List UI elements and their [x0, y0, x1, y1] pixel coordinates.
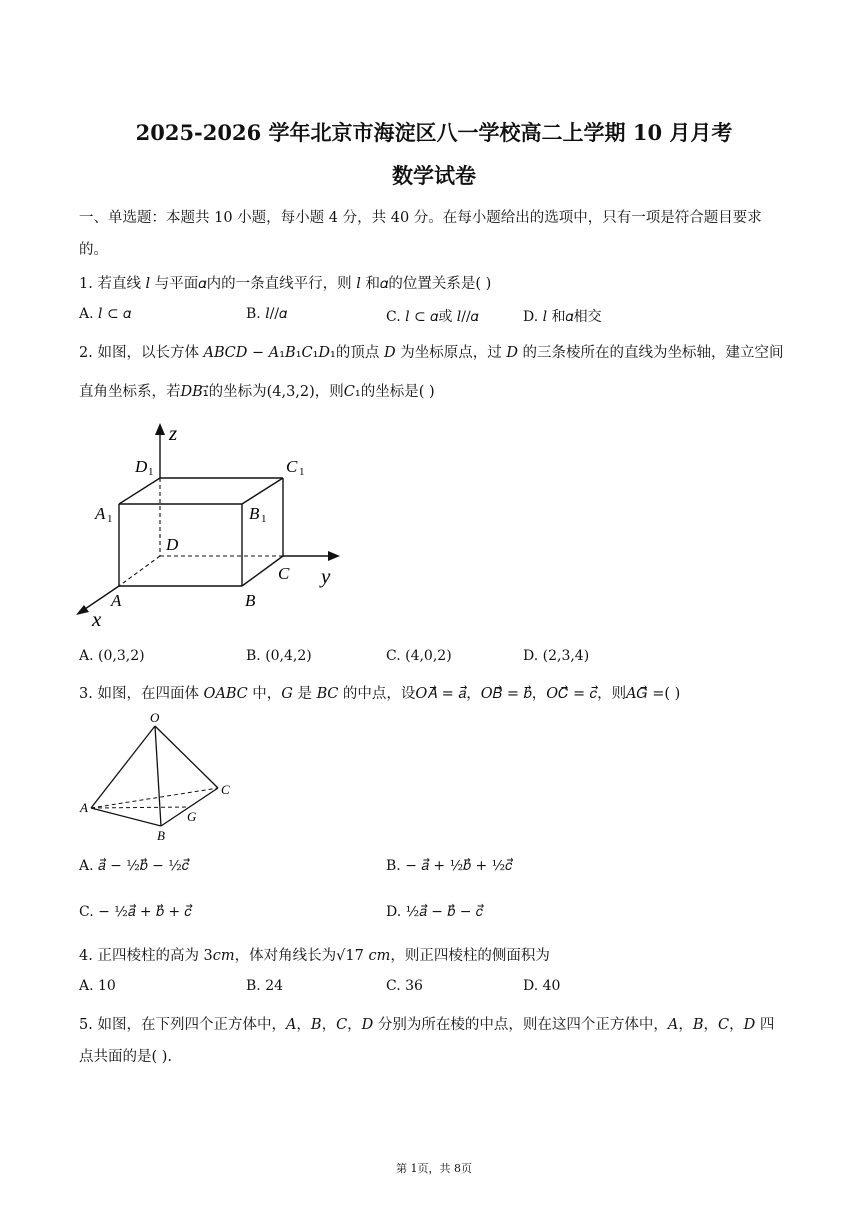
cuboid-figure: [70, 415, 370, 635]
vertex-c1-subscript: 1: [299, 466, 305, 478]
z-axis-label: z: [169, 421, 178, 445]
section-heading-cont: 的。: [79, 242, 108, 258]
question-2-stem-line1: 2. 如图，以长方体 𝐴𝐵𝐶𝐷 − 𝐴₁𝐵₁𝐶₁𝐷₁的顶点 𝐷 为坐标原点，过 𝐷 的三条棱所在的直线为坐标轴，建立空间: [79, 345, 784, 361]
vertex-a-label: A: [111, 591, 122, 610]
vertex-d1-label: D: [135, 457, 148, 476]
section-heading: 一、单选题：本题共 10 小题，每小题 4 分，共 40 分。在每小题给出的选项中，只有一项是符合题目要求: [79, 210, 762, 226]
tetrahedron-figure: [76, 708, 246, 846]
q3-option-a: A. 𝑎⃗ − ½𝑏⃗ − ½𝑐⃗: [79, 858, 189, 874]
question-5-stem-line1: 5. 如图，在下列四个正方体中，𝐴，𝐵，𝐶，𝐷 分别为所在棱的中点，则在这四个正方体中，𝐴，𝐵，𝐶，𝐷 四: [79, 1017, 775, 1033]
question-2-stem-line2: 直角坐标系，若𝐷𝐵₁⃗的坐标为(4,3,2)，则𝐶₁的坐标是( ): [79, 384, 435, 400]
q1-option-c: C. 𝑙 ⊂ 𝛼或 𝑙//𝛼: [386, 309, 479, 325]
q4-option-c: C. 36: [386, 978, 423, 994]
question-5-stem-line2: 点共面的是( ).: [79, 1049, 173, 1065]
midpoint-g-label: G: [187, 809, 197, 824]
vertex-c-label: C: [221, 782, 230, 797]
vertex-o-label: O: [150, 710, 160, 725]
q4-option-b: B. 24: [246, 978, 284, 994]
exam-subtitle: 数学试卷: [392, 163, 476, 188]
vertex-b1-label: B: [249, 504, 260, 523]
q4-option-a: A. 10: [79, 978, 116, 994]
vertex-b1-subscript: 1: [261, 513, 267, 525]
q2-option-b: B. (0,4,2): [246, 648, 312, 664]
q2-option-c: C. (4,0,2): [386, 648, 452, 664]
question-1-stem: 1. 若直线 𝑙 与平面𝛼内的一条直线平行，则 𝑙 和𝛼的位置关系是( ): [79, 276, 492, 292]
q2-option-a: A. (0,3,2): [79, 648, 145, 664]
vertex-b-label: B: [157, 828, 165, 843]
q4-option-d: D. 40: [523, 978, 561, 994]
q3-option-c: C. − ½𝑎⃗ + 𝑏⃗ + 𝑐⃗: [79, 904, 192, 920]
page-footer: 第 1页，共 8页: [396, 1162, 472, 1175]
question-4-stem: 4. 正四棱柱的高为 3𝑐𝑚，体对角线长为√17 𝑐𝑚，则正四棱柱的侧面积为: [79, 948, 550, 964]
q1-option-d: D. 𝑙 和𝛼相交: [523, 309, 602, 325]
question-3-stem: 3. 如图，在四面体 𝑂𝐴𝐵𝐶 中，𝐺 是 𝐵𝐶 的中点，设𝑂𝐴⃗ = 𝑎⃗，𝑂𝐵⃗ = 𝑏⃗，𝑂𝐶⃗ = 𝑐⃗，则𝐴𝐺⃗ =( ): [79, 686, 681, 702]
q1-option-a: A. 𝑙 ⊂ 𝛼: [79, 306, 132, 322]
exam-title: 2025-2026 学年北京市海淀区八一学校高二上学期 10 月月考: [135, 120, 733, 145]
vertex-b-label: B: [245, 591, 256, 610]
q3-option-d: D. ½𝑎⃗ − 𝑏⃗ − 𝑐⃗: [386, 904, 483, 920]
x-axis-label: x: [92, 607, 102, 631]
vertex-a-label: A: [80, 800, 88, 815]
q2-option-d: D. (2,3,4): [523, 648, 590, 664]
q3-option-b: B. − 𝑎⃗ + ½𝑏⃗ + ½𝑐⃗: [386, 858, 513, 874]
vertex-c-label: C: [278, 564, 290, 583]
vertex-d1-subscript: 1: [148, 466, 154, 478]
vertex-c1-label: C: [286, 457, 298, 476]
q1-option-b: B. 𝑙//𝛼: [246, 306, 288, 322]
vertex-a1-label: A: [95, 504, 106, 523]
y-axis-label: y: [321, 564, 331, 588]
vertex-d-label: D: [166, 535, 179, 554]
vertex-a1-subscript: 1: [107, 513, 113, 525]
